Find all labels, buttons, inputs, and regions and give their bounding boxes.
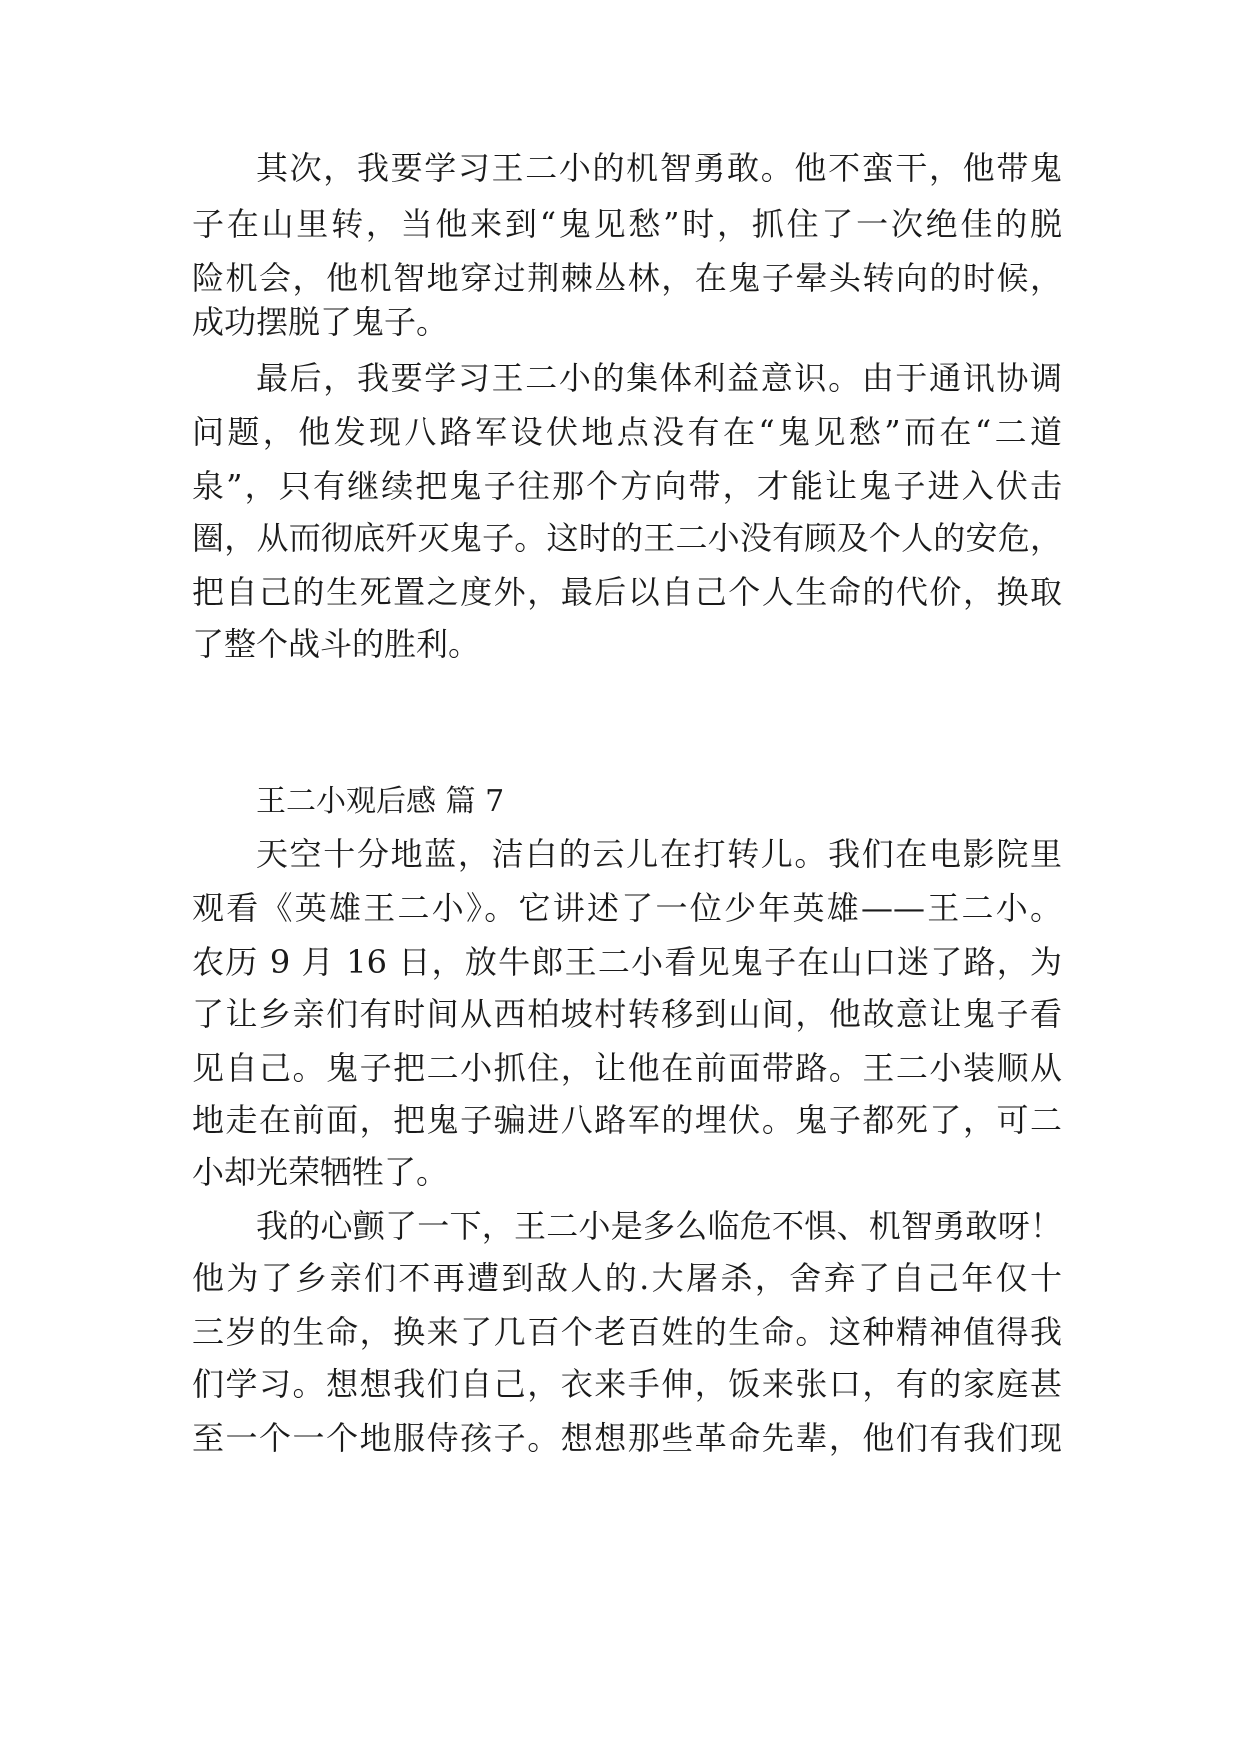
- paragraph-line: 地走在前面，把鬼子骗进八路军的埋伏。鬼子都死了，可二: [192, 1101, 1062, 1139]
- paragraph-line: 我的心颤了一下，王二小是多么临危不惧、机智勇敢呀！: [256, 1207, 1062, 1245]
- paragraph-line: 农历 9 月 16 日，放牛郎王二小看见鬼子在山口迷了路，为: [192, 943, 1062, 981]
- paragraph-line: 小却光荣牺牲了。: [192, 1153, 449, 1191]
- paragraph-line: 险机会，他机智地穿过荆棘丛林，在鬼子晕头转向的时候，: [192, 259, 1062, 297]
- paragraph-line: 圈，从而彻底歼灭鬼子。这时的王二小没有顾及个人的安危，: [192, 519, 1062, 557]
- paragraph-line: 问题，他发现八路军设伏地点没有在“鬼见愁”而在“二道: [192, 413, 1062, 451]
- paragraph-line: 他为了乡亲们不再遭到敌人的.大屠杀，舍弃了自己年仅十: [192, 1259, 1062, 1297]
- paragraph-line: 其次，我要学习王二小的机智勇敢。他不蛮干，他带鬼: [256, 149, 1062, 187]
- paragraph-line: 天空十分地蓝，洁白的云儿在打转儿。我们在电影院里: [256, 835, 1062, 873]
- section-heading: 王二小观后感 篇 7: [256, 784, 505, 819]
- paragraph-line: 了让乡亲们有时间从西柏坡村转移到山间，他故意让鬼子看: [192, 995, 1062, 1033]
- paragraph-line: 们学习。想想我们自己，衣来手伸，饭来张口，有的家庭甚: [192, 1365, 1062, 1403]
- paragraph-line: 泉”，只有继续把鬼子往那个方向带，才能让鬼子进入伏击: [192, 467, 1062, 505]
- paragraph-line: 把自己的生死置之度外，最后以自己个人生命的代价，换取: [192, 573, 1062, 611]
- paragraph-line: 至一个一个地服侍孩子。想想那些革命先辈，他们有我们现: [192, 1419, 1062, 1457]
- paragraph-line: 见自己。鬼子把二小抓住，让他在前面带路。王二小装顺从: [192, 1049, 1062, 1087]
- paragraph-line: 观看《英雄王二小》。它讲述了一位少年英雄——王二小。: [192, 889, 1062, 927]
- paragraph-line: 三岁的生命，换来了几百个老百姓的生命。这种精神值得我: [192, 1313, 1062, 1351]
- paragraph-line: 子在山里转，当他来到“鬼见愁”时，抓住了一次绝佳的脱: [192, 205, 1062, 243]
- paragraph-line: 最后，我要学习王二小的集体利益意识。由于通讯协调: [256, 359, 1062, 397]
- paragraph-line: 了整个战斗的胜利。: [192, 625, 481, 663]
- paragraph-line: 成功摆脱了鬼子。: [192, 303, 449, 341]
